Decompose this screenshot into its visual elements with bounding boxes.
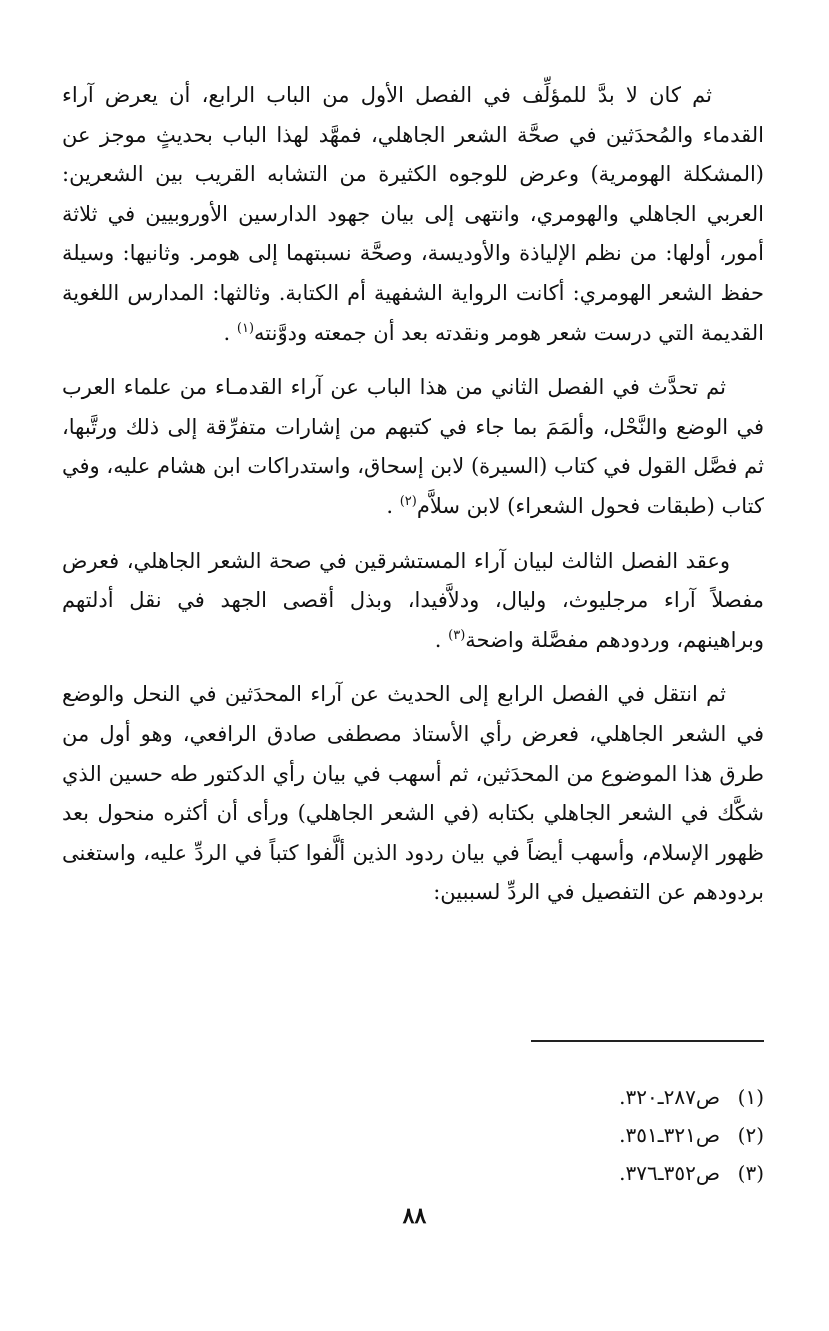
footnote-1 xyxy=(400,1078,764,1116)
paragraph-4-text: ثم انتقل في الفصل الرابع إلى الحديث عن آراء المحدَثين في النحل والوضع في الشعر الجاهلي، فعرض رأي الأستاذ مصطفى صادق الرافعي، وهو أول من طرق هذا الموضوع من المحدَثين، ثم أسهب في بيان رأي الدكتور طه حسين الذي شكَّك في الشعر الجاهلي بكتابه (في الشعر الجاهلي) ورأى أن أكثره منحول بعد ظهور الإسلام، وأسهب أيضاً في بيان ردود الذين ألَّفوا كتباً في الردِّ عليه، واستغنى بردودهم عن التفصيل في الردِّ لسببين: xyxy=(62,682,764,905)
paragraph-1-end: . xyxy=(223,320,231,345)
footnote-3 xyxy=(400,1154,764,1192)
footnotes xyxy=(400,1078,764,1192)
page-number: ٨٨ xyxy=(402,1203,427,1229)
paragraph-3 xyxy=(62,542,764,661)
footnote-ref-1: (١) xyxy=(236,320,255,336)
paragraph-2-text: ثم تحدَّث في الفصل الثاني من هذا الباب عن آراء القدمـاء من علماء العرب في الوضع والنَّحْل، وألمَمَ بما جاء في كتبهم من إشارات متفرِّقة إلى ذلك ورتَّبها، ثم فصَّل القول في كتاب (السيرة) لابن إسحاق، واستدراكات ابن هشام عليه، وفي كتاب (طبقات فحول الشعراء) لابن سلاَّم xyxy=(62,375,764,518)
footnote-2-text: ص٣٢١ـ٣٥١. xyxy=(619,1123,720,1147)
paragraph-3-end: . xyxy=(434,627,442,652)
footnote-2 xyxy=(400,1116,764,1154)
footnote-1-number: (١) xyxy=(737,1085,764,1109)
footnote-ref-3: (٣) xyxy=(448,627,466,643)
paragraph-1-text: ثم كان لا بدَّ للمؤلِّف في الفصل الأول من الباب الرابع، أن يعرض آراء القدماء والمُحدَثين في صحَّة الشعر الجاهلي، فمهَّد لهذا الباب بحديثٍ موجز عن (المشكلة الهومرية) وعرض للوجوه الكثيرة من التشابه القريب بين الشعرين: العربي الجاهلي والهومري، وانتهى إلى بيان جهود الدارسين الأوروبيين في ثلاثة أمور، أولها: من نظم الإلياذة والأوديسة، وصحَّة نسبتهما إلى هومر. وثانيها: وسيلة حفظ الشعر الهومري: أكانت الرواية الشفهية أم الكتابة. وثالثها: المدارس اللغوية القديمة التي درست شعر هومر ونقدته بعد أن جمعته ودوَّنته xyxy=(62,83,764,345)
footnote-2-number: (٢) xyxy=(737,1123,764,1147)
paragraph-2 xyxy=(62,368,764,526)
footnote-separator xyxy=(531,1040,764,1042)
paragraph-3-text: وعقد الفصل الثالث لبيان آراء المستشرقين في صحة الشعر الجاهلي، فعرض مفصلاً آراء مرجليوث، وليال، ودلاَّفيدا، وبذل أقصى الجهد في نقل أدلتهم وبراهينهم، وردودهم مفصَّلة واضحة xyxy=(62,548,764,652)
body-text xyxy=(62,76,764,913)
paragraph-2-end: . xyxy=(386,493,394,518)
paragraph-4 xyxy=(62,675,764,913)
footnote-1-text: ص٢٨٧ـ٣٢٠. xyxy=(619,1085,720,1109)
footnote-3-number: (٣) xyxy=(737,1161,764,1185)
footnote-3-text: ص٣٥٢ـ٣٧٦. xyxy=(619,1161,720,1185)
paragraph-1 xyxy=(62,76,764,353)
footnote-ref-2: (٢) xyxy=(399,493,417,509)
